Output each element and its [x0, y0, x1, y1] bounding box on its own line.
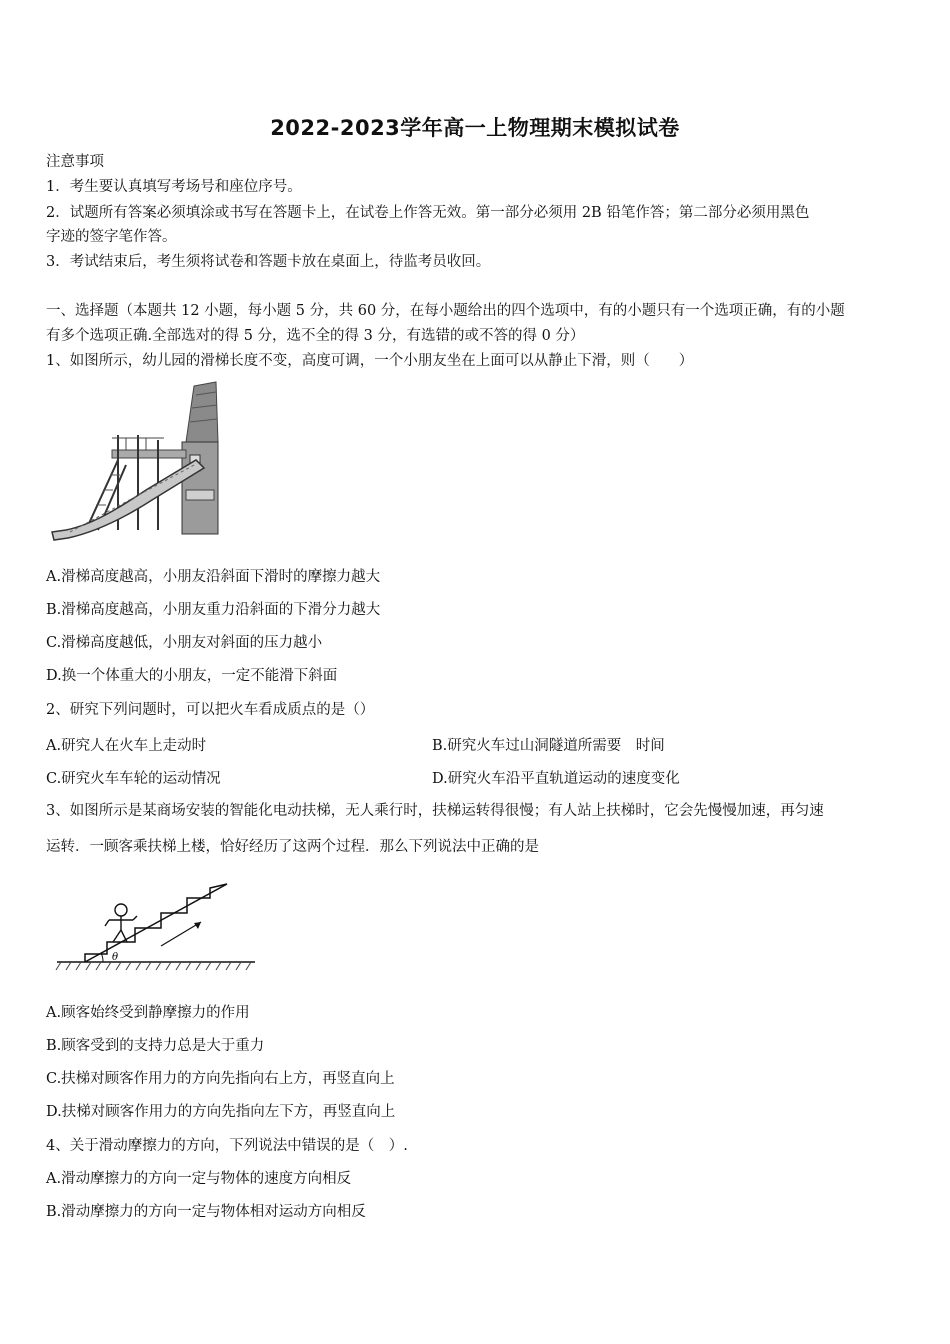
section-instructions-2: 有多个选项正确.全部选对的得 5 分，选不全的得 3 分，有选错的或不答的得 0 分）	[46, 328, 585, 344]
question-4-option-a: A.滑动摩擦力的方向一定与物体的速度方向相反	[46, 1171, 352, 1187]
question-3-option-d: D.扶梯对顾客作用力的方向先指向左下方，再竖直向上	[46, 1104, 396, 1120]
notice-item-2: 2．试题所有答案必须填涂或书写在答题卡上，在试卷上作答无效。第一部分必须用 2B 铅笔作答；第二部分必须用黑色	[46, 205, 810, 221]
escalator-figure	[55, 876, 260, 976]
notice-item-3: 3．考试结束后，考生须将试卷和答题卡放在桌面上，待监考员收回。	[46, 254, 491, 270]
angle-theta-label: θ	[112, 952, 119, 963]
question-1-stem: 1、如图所示，幼儿园的滑梯长度不变，高度可调，一个小朋友坐在上面可以从静止下滑，则（ ）	[46, 353, 694, 369]
question-2-option-c: C.研究火车车轮的运动情况	[46, 771, 221, 787]
question-1-option-b: B.滑梯高度越高，小朋友重力沿斜面的下滑分力越大	[46, 602, 381, 618]
section-instructions-1: 一、选择题（本题共 12 小题，每小题 5 分，共 60 分，在每小题给出的四个选项中，有的小题只有一个选项正确，有的小题	[46, 303, 845, 319]
question-1-option-a: A.滑梯高度越高，小朋友沿斜面下滑时的摩擦力越大	[46, 569, 381, 585]
question-1-option-c: C.滑梯高度越低，小朋友对斜面的压力越小	[46, 635, 323, 651]
question-4-stem: 4、关于滑动摩擦力的方向，下列说法中错误的是（ ）.	[46, 1138, 408, 1154]
question-2-stem: 2、研究下列问题时，可以把火车看成质点的是（）	[46, 702, 375, 718]
notice-item-1: 1．考生要认真填写考场号和座位序号。	[46, 179, 302, 195]
notice-heading: 注意事项	[46, 154, 104, 170]
question-2-option-b: B.研究火车过山洞隧道所需要 时间	[432, 738, 665, 754]
question-3-stem-1: 3、如图所示是某商场安装的智能化电动扶梯，无人乘行时，扶梯运转得很慢；有人站上扶梯时，它会先慢慢加速，再匀速	[46, 803, 824, 819]
question-3-option-b: B.顾客受到的支持力总是大于重力	[46, 1038, 265, 1054]
question-2-option-d: D.研究火车沿平直轨道运动的速度变化	[432, 771, 680, 787]
slide-figure	[46, 380, 224, 545]
question-2-option-a: A.研究人在火车上走动时	[46, 738, 207, 754]
question-1-option-d: D.换一个体重大的小朋友，一定不能滑下斜面	[46, 668, 338, 684]
question-3-stem-2: 运转．一顾客乘扶梯上楼，恰好经历了这两个过程．那么下列说法中正确的是	[46, 839, 539, 855]
page-title: 2022-2023学年高一上物理期末模拟试卷	[270, 116, 680, 140]
question-3-option-a: A.顾客始终受到静摩擦力的作用	[46, 1005, 250, 1021]
question-4-option-b: B.滑动摩擦力的方向一定与物体相对运动方向相反	[46, 1204, 366, 1220]
notice-item-2-cont: 字迹的签字笔作答。	[46, 229, 177, 245]
question-3-option-c: C.扶梯对顾客作用力的方向先指向右上方，再竖直向上	[46, 1071, 395, 1087]
